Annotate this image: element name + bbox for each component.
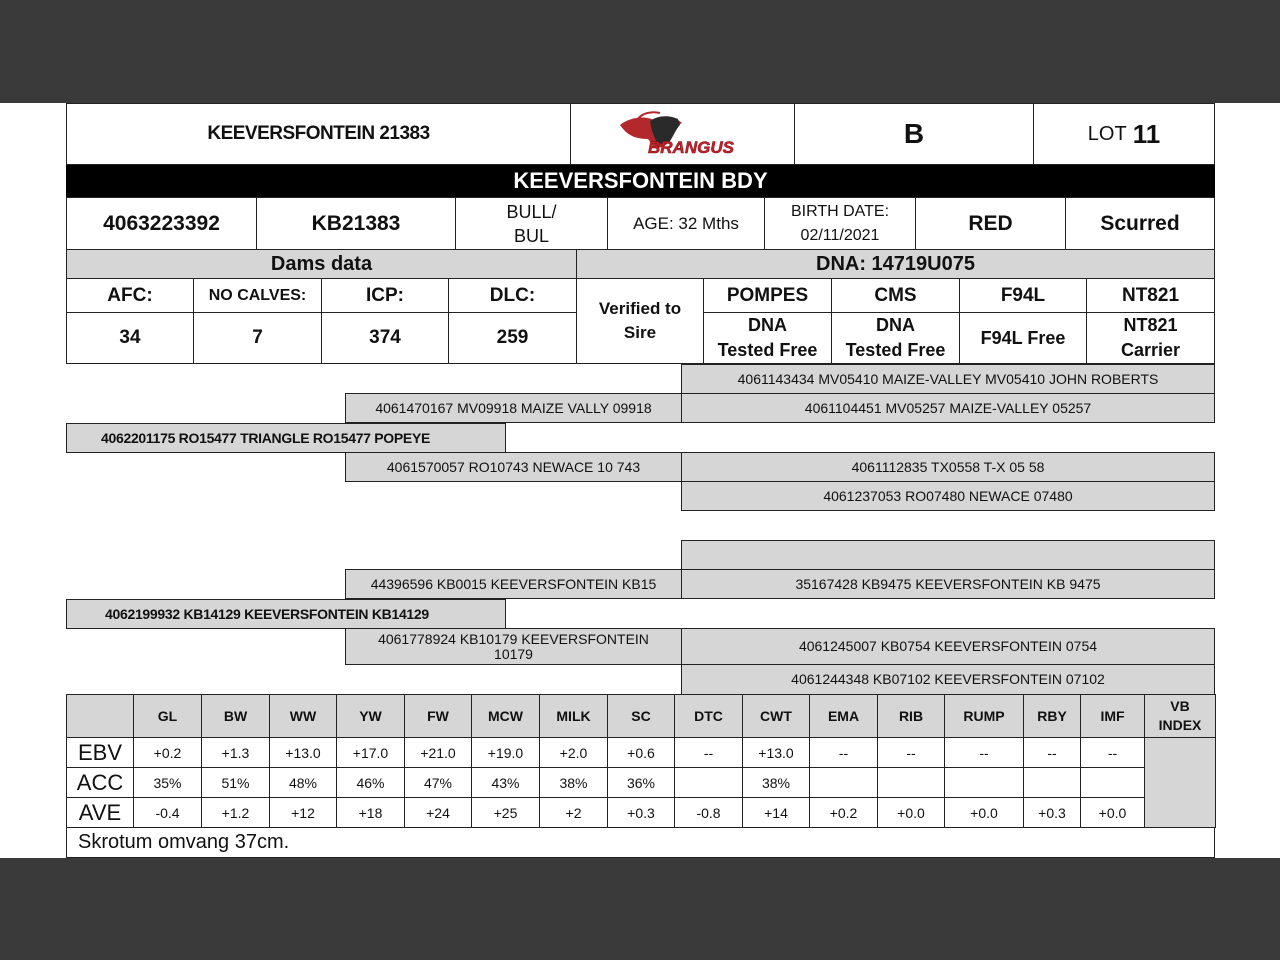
col-rump: RUMP (945, 695, 1024, 738)
col-rby: RBY (1024, 695, 1081, 738)
col-rib: RIB (878, 695, 945, 738)
col-ww: WW (270, 695, 337, 738)
cms-result (831, 312, 960, 364)
ebv-corner (67, 695, 134, 738)
col-bw: BW (202, 695, 270, 738)
ebv-table (66, 694, 1216, 828)
f94l-header: F94L (959, 278, 1087, 313)
pompes-result (703, 312, 832, 364)
acc-cell: 46% (337, 768, 405, 798)
ave-cell: -0.8 (675, 798, 743, 828)
afc-value: 34 (66, 312, 194, 364)
acc-cell: 36% (608, 768, 675, 798)
col-imf: IMF (1081, 695, 1145, 738)
col-gl: GL (134, 695, 202, 738)
ave-cell: +0.0 (1081, 798, 1145, 828)
col-dtc: DTC (675, 695, 743, 738)
acc-cell: 48% (270, 768, 337, 798)
ebv-cell: +1.3 (202, 738, 270, 768)
pedigree-dam: 4062199932 KB14129 KEEVERSFONTEIN KB14129 (66, 599, 506, 629)
sex-line2: BUL (513, 225, 549, 246)
nt821-result-line1: NT821 (1123, 315, 1178, 335)
ebv-cell: +0.2 (134, 738, 202, 768)
nt821-result (1086, 312, 1215, 364)
ebv-cell: +19.0 (472, 738, 540, 768)
ave-cell: +2 (540, 798, 608, 828)
icp-value: 374 (321, 312, 449, 364)
ebv-cell: +0.6 (608, 738, 675, 768)
ebv-cell: -- (675, 738, 743, 768)
ave-cell: +0.0 (945, 798, 1024, 828)
col-ema: EMA (810, 695, 878, 738)
pedigree-dam-dam: 4061778924 KB10179 KEEVERSFONTEIN 10179 (345, 628, 682, 665)
ave-cell: +24 (405, 798, 472, 828)
horn-status: Scurred (1065, 197, 1215, 250)
lot-value: 11 (1132, 118, 1161, 149)
sex-line1: BULL/ (506, 201, 557, 222)
pedigree-dam-dam-sire: 4061245007 KB0754 KEEVERSFONTEIN 0754 (681, 628, 1215, 665)
pedigree-sire: 4062201175 RO15477 TRIANGLE RO15477 POPEYE (66, 423, 506, 453)
ebv-cell: -- (810, 738, 878, 768)
ebv-cell: +2.0 (540, 738, 608, 768)
grade-badge: B (794, 103, 1034, 165)
acc-cell (878, 768, 945, 798)
ave-cell: +12 (270, 798, 337, 828)
birth-date-label: BIRTH DATE: (790, 202, 890, 220)
cms-result-line1: DNA (876, 315, 915, 335)
acc-cell (945, 768, 1024, 798)
ebv-cell: +13.0 (270, 738, 337, 768)
nt821-header: NT821 (1086, 278, 1215, 313)
row-label-ave: AVE (67, 798, 134, 828)
vb-index-line1: VB (1170, 698, 1190, 714)
ebv-row (67, 738, 1216, 768)
no-calves-value: 7 (193, 312, 322, 364)
no-calves-header: NO CALVES: (193, 278, 322, 313)
col-fw: FW (405, 695, 472, 738)
ave-cell: +0.3 (1024, 798, 1081, 828)
ebv-row (67, 768, 1216, 798)
col-milk: MILK (540, 695, 608, 738)
bull-head-icon (608, 109, 758, 159)
verified-to-sire (576, 278, 704, 364)
pompes-result-line2: Tested Free (717, 340, 818, 360)
icp-header: ICP: (321, 278, 449, 313)
ave-cell: -0.4 (134, 798, 202, 828)
row-label-acc: ACC (67, 768, 134, 798)
pedigree-dam-sire-sire (681, 540, 1215, 570)
pompes-result-line1: DNA (748, 315, 787, 335)
pedigree-dam-dam-dam: 4061244348 KB07102 KEEVERSFONTEIN 07102 (681, 664, 1215, 695)
acc-cell: 43% (472, 768, 540, 798)
ear-tag: KB21383 (256, 197, 456, 250)
acc-cell: 51% (202, 768, 270, 798)
col-mcw: MCW (472, 695, 540, 738)
verified-line1: Verified to (598, 299, 682, 318)
ave-cell: +0.2 (810, 798, 878, 828)
acc-cell (810, 768, 878, 798)
ave-cell: +18 (337, 798, 405, 828)
col-sc: SC (608, 695, 675, 738)
acc-cell: 47% (405, 768, 472, 798)
vb-index-value (1145, 738, 1216, 828)
col-yw: YW (337, 695, 405, 738)
birth-date-value: 02/11/2021 (800, 226, 880, 244)
ebv-cell: -- (1024, 738, 1081, 768)
acc-cell: 38% (540, 768, 608, 798)
vb-index-line2: INDEX (1158, 717, 1202, 733)
pedigree-sire-sire-sire: 4061143434 MV05410 MAIZE-VALLEY MV05410 JOHN ROBERTS (681, 364, 1215, 394)
pedigree-sire-dam: 4061570057 RO10743 NEWACE 10 743 (345, 452, 682, 482)
ave-cell: +25 (472, 798, 540, 828)
nt821-result-line2: Carrier (1120, 340, 1181, 360)
lot-card (0, 103, 1280, 858)
brangus-logo (570, 103, 795, 165)
logo-wordmark: BRANGUS (647, 138, 734, 157)
ebv-cell: -- (878, 738, 945, 768)
ebv-cell: -- (1081, 738, 1145, 768)
pedigree-sire-sire-dam: 4061104451 MV05257 MAIZE-VALLEY 05257 (681, 393, 1215, 423)
pedigree-sire-sire: 4061470167 MV09918 MAIZE VALLY 09918 (345, 393, 682, 423)
age: AGE: 32 Mths (607, 197, 765, 250)
verified-line2: Sire (623, 323, 657, 342)
id-number: 4063223392 (66, 197, 257, 250)
lot-label: LOT (1087, 122, 1127, 145)
ebv-header-row (67, 695, 1216, 738)
ebv-row (67, 798, 1216, 828)
col-cwt: CWT (743, 695, 810, 738)
ebv-cell: +13.0 (743, 738, 810, 768)
pedigree-dam-sire-dam: 35167428 KB9475 KEEVERSFONTEIN KB 9475 (681, 569, 1215, 599)
acc-cell (675, 768, 743, 798)
birth-date (764, 197, 916, 250)
pedigree-sire-dam-dam: 4061237053 RO07480 NEWACE 07480 (681, 481, 1215, 511)
afc-header: AFC: (66, 278, 194, 313)
f94l-result: F94L Free (959, 312, 1087, 364)
sex (455, 197, 608, 250)
acc-cell (1081, 768, 1145, 798)
cms-result-line2: Tested Free (845, 340, 946, 360)
dna-title: DNA: 14719U075 (576, 249, 1215, 279)
acc-cell (1024, 768, 1081, 798)
dlc-header: DLC: (448, 278, 577, 313)
ave-cell: +14 (743, 798, 810, 828)
ebv-cell: -- (945, 738, 1024, 768)
lot-number (1033, 103, 1215, 165)
ebv-cell: +17.0 (337, 738, 405, 768)
ave-cell: +0.3 (608, 798, 675, 828)
ebv-cell: +21.0 (405, 738, 472, 768)
acc-cell: 35% (134, 768, 202, 798)
colour: RED (915, 197, 1066, 250)
cms-header: CMS (831, 278, 960, 313)
acc-cell: 38% (743, 768, 810, 798)
pedigree-sire-dam-sire: 4061112835 TX0558 T-X 05 58 (681, 452, 1215, 482)
pompes-header: POMPES (703, 278, 832, 313)
row-label-ebv: EBV (67, 738, 134, 768)
dlc-value: 259 (448, 312, 577, 364)
ave-cell: +1.2 (202, 798, 270, 828)
animal-name: KEEVERSFONTEIN 21383 (66, 103, 571, 165)
pedigree-dam-sire: 44396596 KB0015 KEEVERSFONTEIN KB15 (345, 569, 682, 599)
ave-cell: +0.0 (878, 798, 945, 828)
note: Skrotum omvang 37cm. (66, 827, 1215, 858)
col-vb-index (1145, 695, 1216, 738)
dams-data-title: Dams data (66, 249, 577, 279)
animal-banner: KEEVERSFONTEIN BDY (66, 165, 1215, 197)
